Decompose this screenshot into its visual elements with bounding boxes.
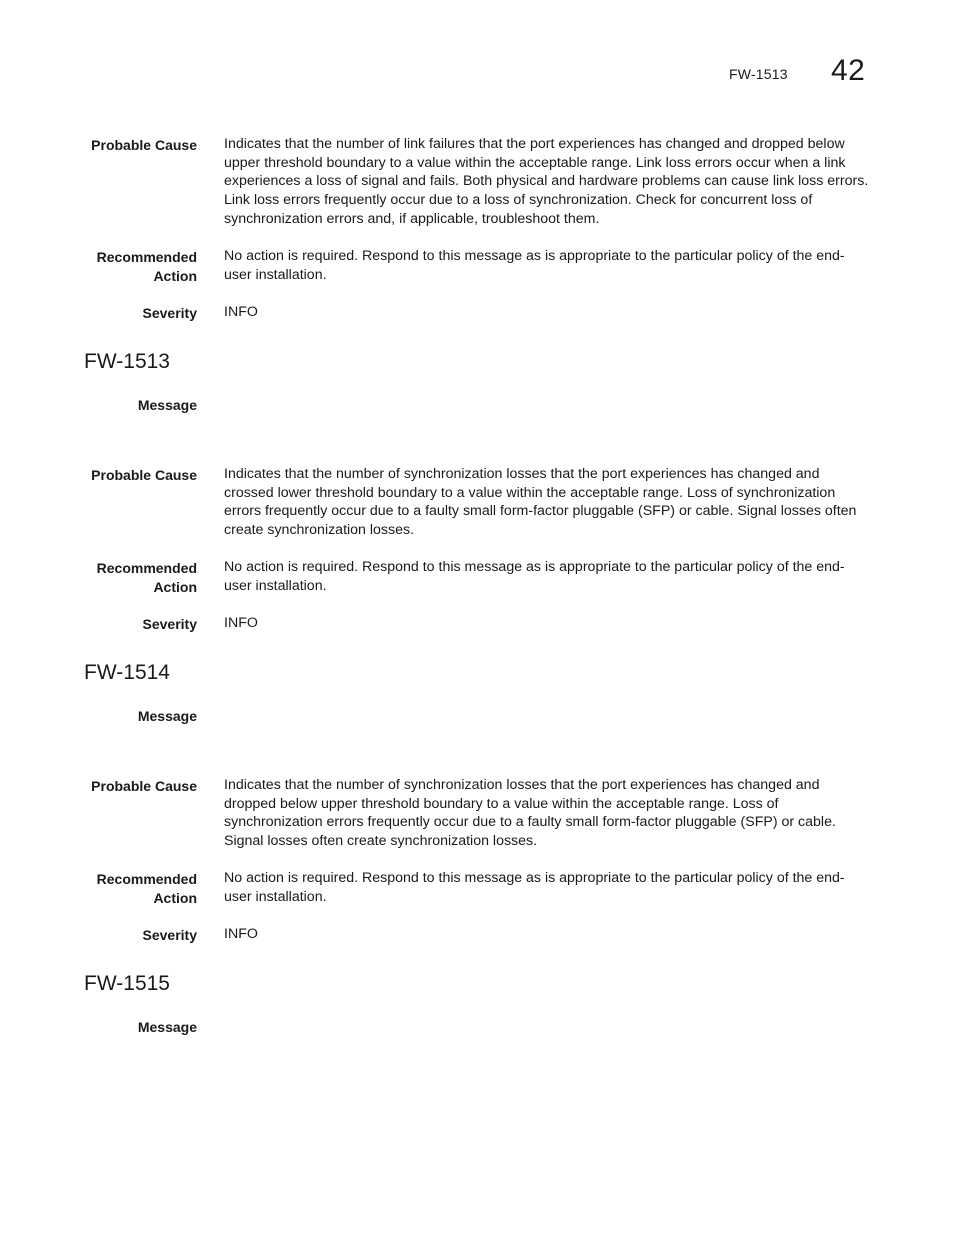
probable-cause-label: Probable Cause [91,778,197,794]
recommended-action-text: No action is required. Respond to this message as is appropriate to the particular policy of the end-user installation. [224,248,845,283]
section-heading: FW-1514 [84,661,170,684]
severity-value: INFO [224,304,258,320]
message-label: Message [137,397,197,413]
probable-cause-text: Indicates that the number of link failures that the port experiences has changed and dropped below upper threshold boundary to a value within the acceptable range. Link loss errors occur when a link experiences a loss of signal and fails. Both physical and hardware problems can cause link loss errors. Link loss errors frequently occur due to a loss of synchronization. Check for concurrent loss of synchronization errors and, if applicable, troubleshoot them. [224,136,869,227]
section-heading: FW-1515 [84,972,170,995]
severity-label: Severity [142,927,197,943]
recommended-label-line: Recommended [96,871,197,887]
probable-cause-text: Indicates that the number of synchronization losses that the port experiences has changed and crossed lower threshold boundary to a value within the acceptable range. Loss of synchronization errors frequently occur due to a faulty small form-factor pluggable (SFP) or cable. Signal losses often create synchronization losses. [224,466,857,539]
recommended-label-line: Recommended [96,560,197,576]
action-label-line: Action [153,579,197,595]
recommended-action-label [0,559,197,597]
section-heading: FW-1513 [84,350,170,373]
running-header-message-id: FW-1513 [729,66,788,82]
probable-cause-text: Indicates that the number of synchronization losses that the port experiences has changed and dropped below upper threshold boundary to a value within the acceptable range. Loss of synchronization errors frequently occur due to a faulty small form-factor pluggable (SFP) or cable. Signal losses often create synchronization losses. [224,777,836,850]
recommended-action-text: No action is required. Respond to this message as is appropriate to the particular policy of the end-user installation. [224,559,845,594]
message-label: Message [137,1019,197,1035]
recommended-action-text: No action is required. Respond to this message as is appropriate to the particular policy of the end-user installation. [224,870,845,905]
severity-value: INFO [224,926,258,942]
severity-label: Severity [142,305,197,321]
chapter-number: 42 [831,54,866,87]
message-label: Message [137,708,197,724]
severity-label: Severity [142,616,197,632]
recommended-label-line: Recommended [96,249,197,265]
recommended-action-label [0,248,197,286]
probable-cause-label: Probable Cause [91,137,197,153]
probable-cause-label: Probable Cause [91,467,197,483]
action-label-line: Action [153,268,197,284]
severity-value: INFO [224,615,258,631]
action-label-line: Action [153,890,197,906]
recommended-action-label [0,870,197,908]
